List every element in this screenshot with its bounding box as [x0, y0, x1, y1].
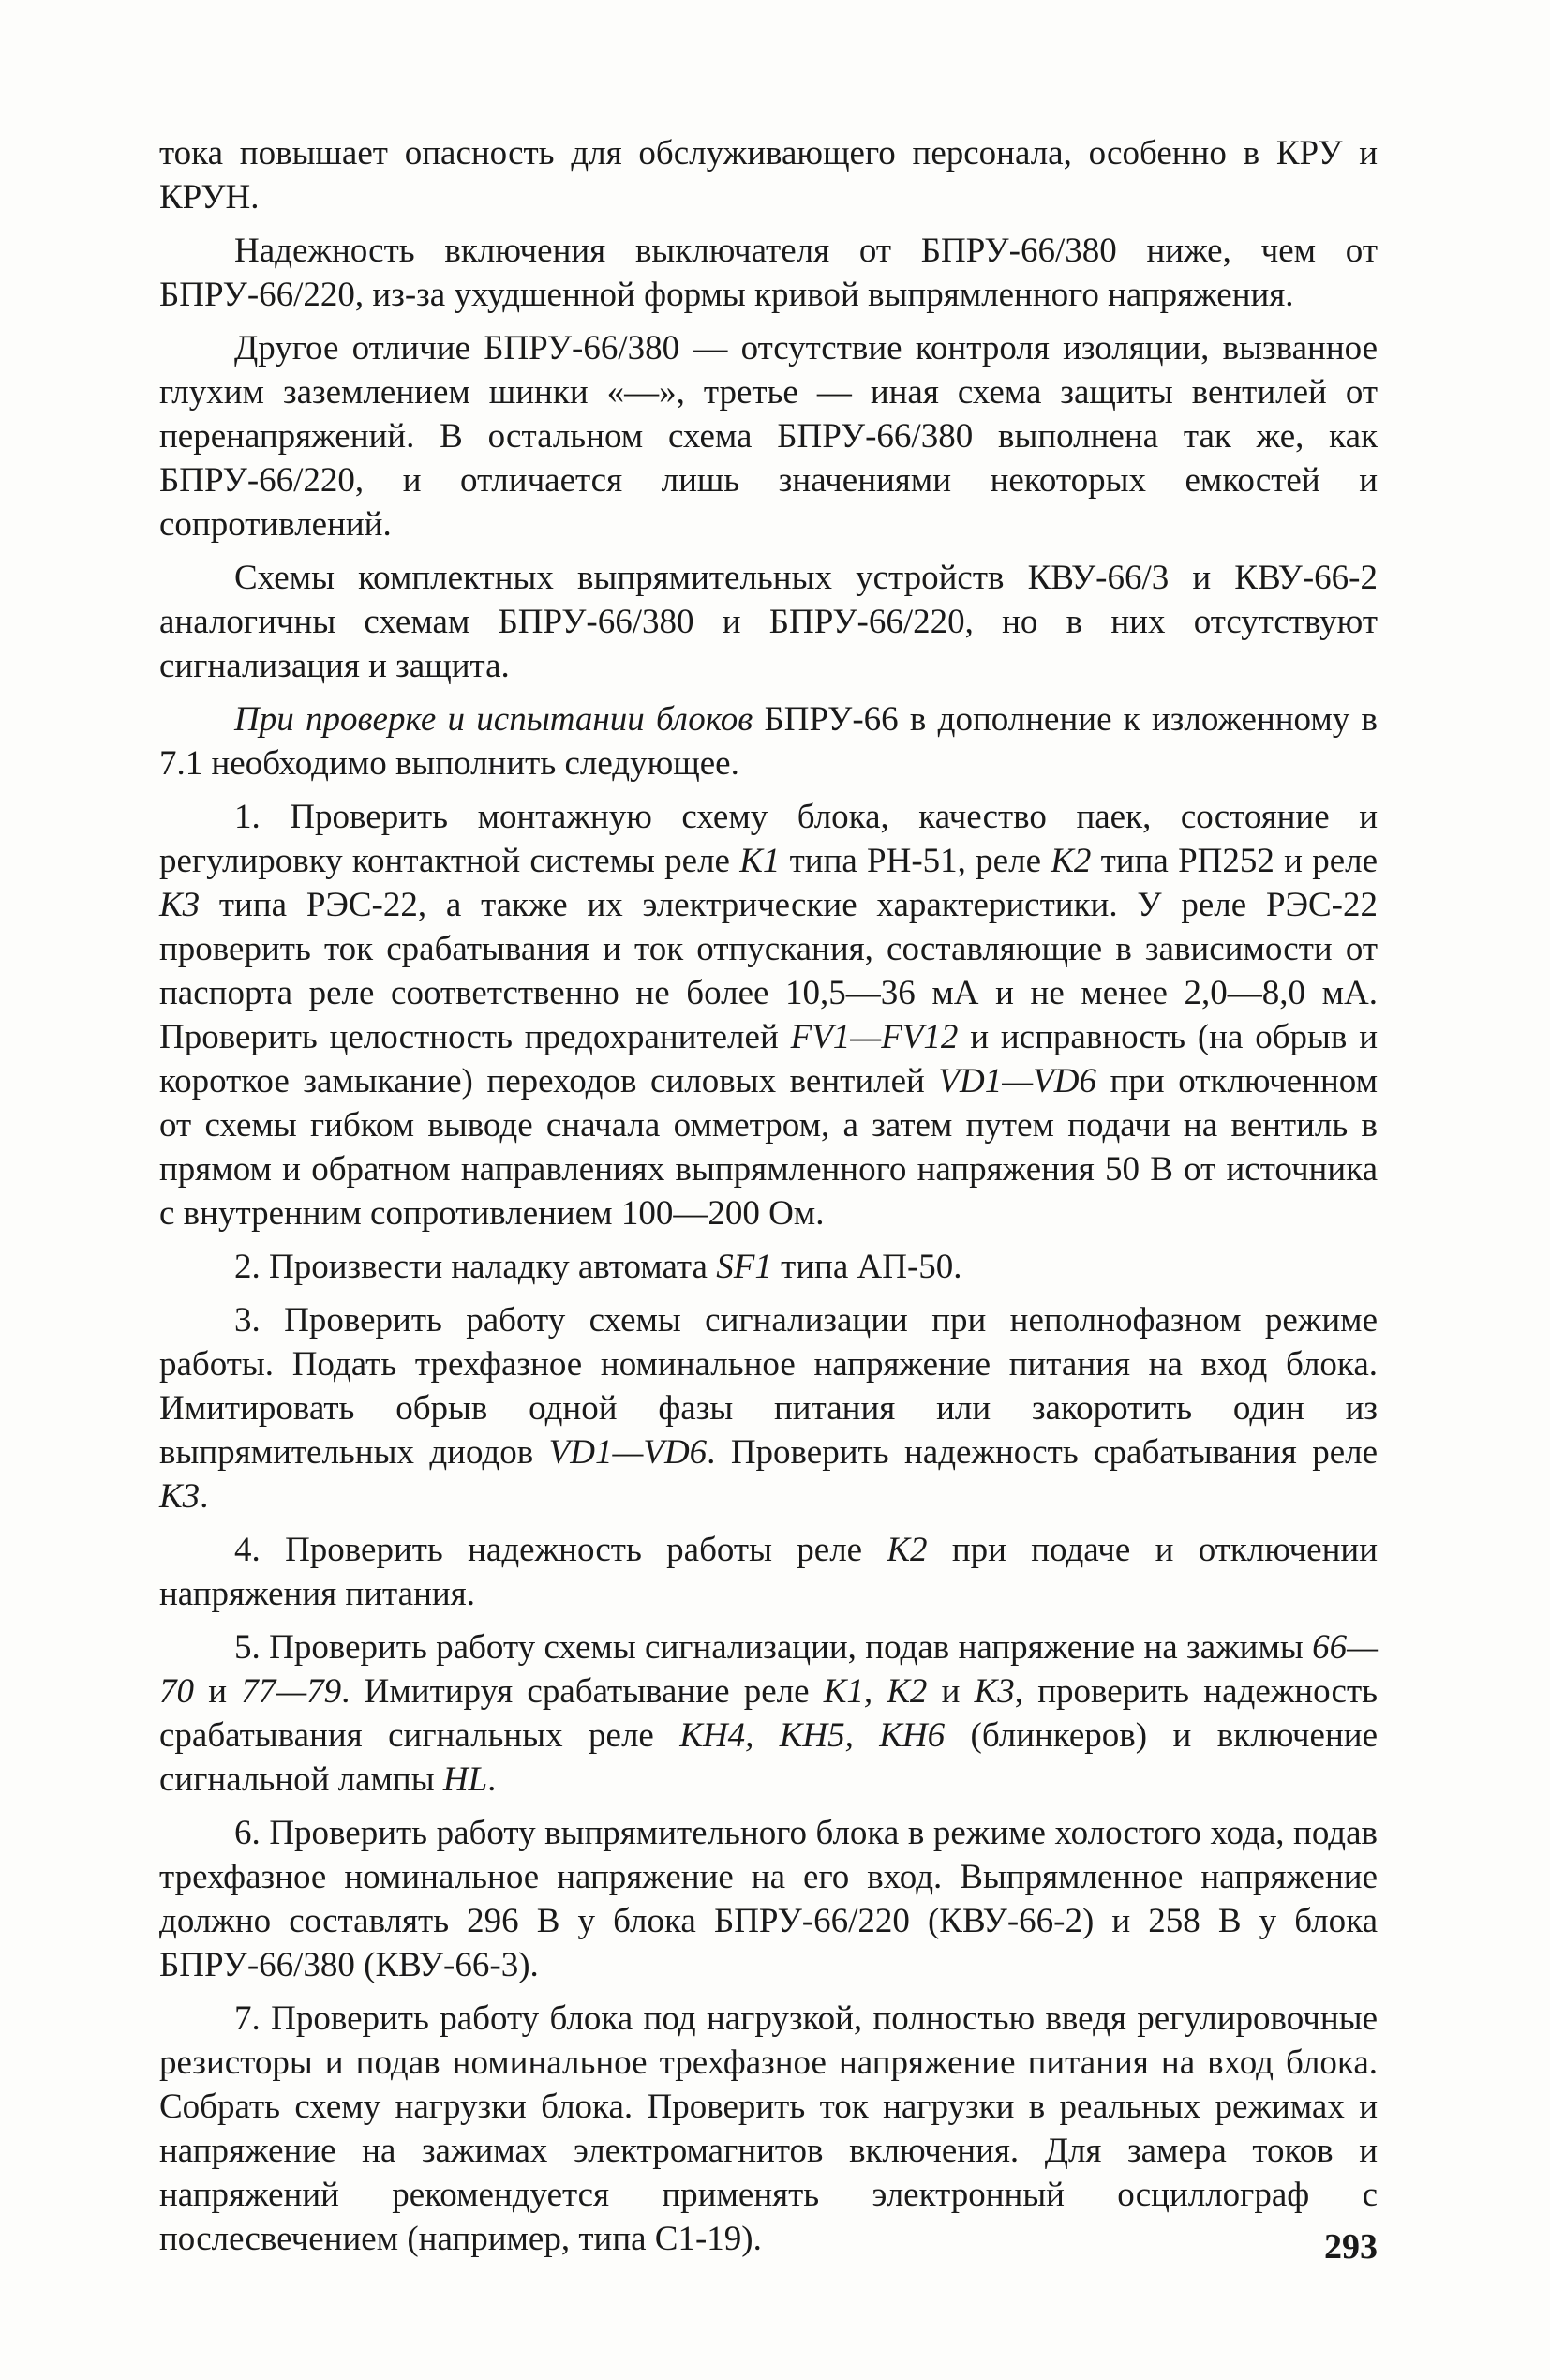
text-run: Надежность включения выключателя от БПРУ-66/380 ниже, чем от БПРУ-66/220, из-за ухудшенной формы кривой выпрямленного напряжения.: [159, 232, 1378, 314]
italic-term: К1: [739, 842, 781, 880]
text-run: 6. Проверить работу выпрямительного блока в режиме холостого хода, подав трехфазное номинальное напряжение на его вход. Выпрямленное напряжение должно составлять 296 В у блока БПРУ-66/220 (КВУ-66-2) и 258 В у блока БПРУ-66/380 (КВУ-66-3).: [159, 1814, 1378, 1984]
text-run: 5. Проверить работу схемы сигнализации, подав напряжение на зажимы: [234, 1628, 1313, 1667]
italic-term: HL: [442, 1760, 488, 1799]
italic-term: 66—70: [159, 1628, 1378, 1711]
text-run: Другое отличие БПРУ-66/380 — отсутствие контроля изоляции, вызванное глухим заземлением шинки «—», третье — иная схема защиты вентилей от перенапряжений. В остальном схема БПРУ-66/380 выполнена так же, как БПРУ-66/220, и отличается лишь значениями некоторых емкостей и сопротивлений.: [159, 329, 1378, 544]
paragraph-p10: [159, 1811, 1378, 1987]
italic-term: К3: [159, 1477, 201, 1516]
text-run: и исправность (на обрыв и короткое замыкание) переходов силовых вентилей: [159, 1018, 1379, 1100]
paragraph-p6: [159, 1245, 1378, 1289]
text-run: типа РЭС-22, а также их электрические характеристики. У реле РЭС-22 проверить ток срабатывания и ток отпускания, составляющие в зависимости от паспорта реле соответственно не более 10,5—36 мА и не менее 2,0—8,0 мА. Проверить целостность предохранителей: [159, 886, 1378, 1056]
text-run: . Имитируя срабатывание реле: [341, 1672, 824, 1711]
paragraph-p5: [159, 795, 1378, 1235]
paragraph-p0: [159, 131, 1378, 219]
text-run: .: [200, 1477, 209, 1516]
text-run: и: [194, 1672, 242, 1711]
italic-term: SF1: [716, 1248, 772, 1286]
italic-term: 77—79: [241, 1672, 342, 1711]
paragraph-p7: [159, 1298, 1378, 1519]
body-text: [159, 131, 1378, 2270]
text-run: (блинкеров) и включение сигнальной лампы: [159, 1716, 1378, 1799]
text-run: типа РП252 и реле: [1091, 842, 1379, 880]
text-run: , проверить надежность срабатывания сигнальных реле: [159, 1672, 1378, 1755]
italic-term: КН4, КН5, КН6: [679, 1716, 946, 1755]
text-run: Схемы комплектных выпрямительных устройств КВУ-66/3 и КВУ-66-2 аналогичны схемам БПРУ-66/380 и БПРУ-66/220, но в них отсутствуют сигнализация и защита.: [159, 559, 1378, 685]
page-number: 293: [1324, 2227, 1378, 2267]
text-run: 7. Проверить работу блока под нагрузкой, полностью введя регулировочные резисторы и подав номинальное трехфазное напряжение питания на вход блока. Собрать схему нагрузки блока. Проверить ток нагрузки в реальных режимах и напряжение на зажимах электромагнитов включения. Для замера токов и напряжений рекомендуется применять электронный осциллограф с послесвечением (например, типа С1-19).: [159, 1999, 1378, 2258]
italic-term: К2: [887, 1531, 928, 1569]
paragraph-p8: [159, 1528, 1378, 1616]
text-run: 2. Произвести наладку автомата: [234, 1248, 717, 1286]
paragraph-p2: [159, 326, 1378, 546]
text-run: 1. Проверить монтажную схему блока, качество паек, состояние и регулировку контактной системы реле: [159, 798, 1378, 880]
italic-term: К2: [1051, 842, 1092, 880]
text-run: типа АП-50.: [771, 1248, 962, 1286]
paragraph-p1: [159, 229, 1378, 317]
text-run: типа РН-51, реле: [780, 842, 1051, 880]
text-run: 3. Проверить работу схемы сигнализации при неполнофазном режиме работы. Подать трехфазное номинальное напряжение питания на вход блока. Имитировать обрыв одной фазы питания или закоротить один из выпрямительных диодов: [159, 1301, 1378, 1472]
italic-term: FV1—FV12: [790, 1018, 959, 1056]
paragraph-p11: [159, 1997, 1378, 2261]
text-run: при отключенном от схемы гибком выводе сначала омметром, а затем путем подачи на вентиль в прямом и обратном направлениях выпрямленного напряжения 50 В от источника с внутренним сопротивлением 100—200 Ом.: [159, 1062, 1378, 1233]
text-run: БПРУ-66 в дополнение к изложенному в 7.1 необходимо выполнить следующее.: [159, 700, 1378, 783]
italic-term: При проверке и испытании блоков: [234, 700, 753, 739]
paragraph-p3: [159, 556, 1378, 688]
italic-term: К1, К2: [823, 1672, 928, 1711]
paragraph-p9: [159, 1625, 1378, 1802]
text-run: и: [927, 1672, 975, 1711]
text-run: тока повышает опасность для обслуживающего персонала, особенно в КРУ и КРУН.: [159, 134, 1378, 217]
italic-term: К3: [159, 886, 201, 924]
italic-term: VD1—VD6: [938, 1062, 1096, 1100]
text-run: . Проверить надежность срабатывания реле: [707, 1433, 1378, 1472]
italic-term: VD1—VD6: [548, 1433, 708, 1472]
text-run: .: [487, 1760, 497, 1799]
text-run: 4. Проверить надежность работы реле: [234, 1531, 887, 1569]
paragraph-p4: [159, 697, 1378, 786]
italic-term: К3: [974, 1672, 1015, 1711]
text-run: при подаче и отключении напряжения питания.: [159, 1531, 1378, 1613]
